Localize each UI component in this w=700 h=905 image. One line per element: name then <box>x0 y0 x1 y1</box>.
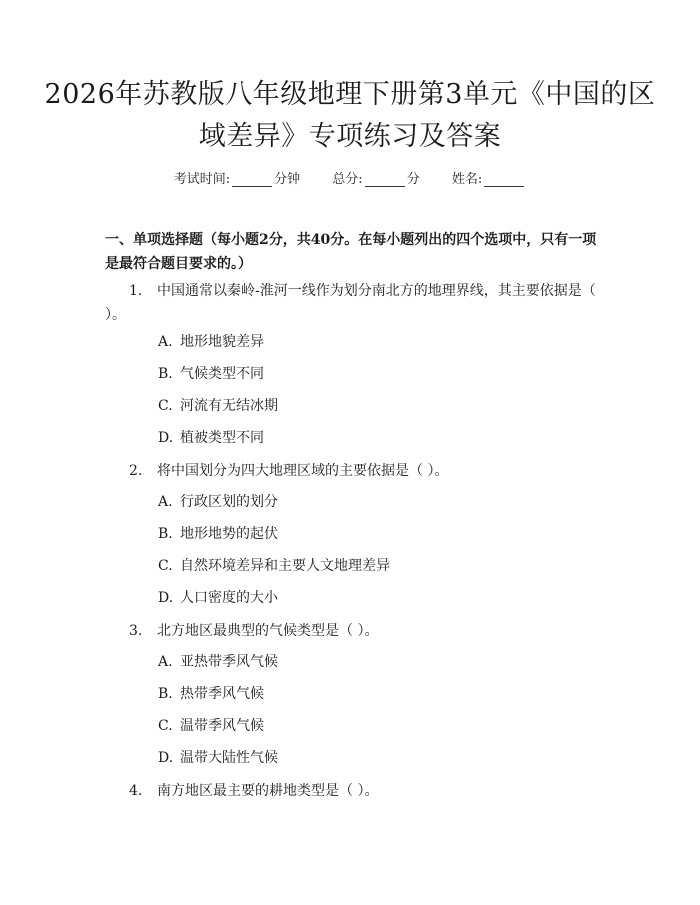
exam-time <box>174 172 305 187</box>
question-number: 2. <box>129 463 143 479</box>
option-text: 亚热带季风气候 <box>180 654 278 670</box>
section-heading: 一、单项选择题（每小题2分，共40分。在每小题列出的四个选项中，只有一项是最符合题目要求的。） <box>105 232 597 272</box>
option-text: 温带大陆性气候 <box>180 750 278 766</box>
total-score-label: 总分: <box>332 172 363 187</box>
exam-time-unit: 分钟 <box>274 172 301 187</box>
total-score-unit: 分 <box>406 172 420 187</box>
question-3 <box>105 619 605 643</box>
option-text: 温带季风气候 <box>180 718 264 734</box>
option-letter: B. <box>158 526 173 542</box>
exam-time-blank <box>232 172 272 187</box>
document-title: 2026年苏教版八年级地理下册第3单元《中国的区域差异》专项练习及答案 <box>44 79 656 152</box>
question-text: 南方地区最主要的耕地类型是（ ）。 <box>157 783 379 799</box>
question-1 <box>105 279 605 327</box>
option-1d <box>158 428 264 448</box>
student-name-label: 姓名: <box>451 172 483 187</box>
option-text: 气候类型不同 <box>180 366 264 382</box>
option-1c <box>158 396 278 416</box>
total-score-blank <box>365 172 405 187</box>
option-text: 行政区划的划分 <box>180 494 278 510</box>
option-2c <box>158 556 390 576</box>
option-text: 地形地势的起伏 <box>180 526 278 542</box>
option-letter: C. <box>158 398 173 414</box>
exam-meta <box>0 168 700 187</box>
option-3a <box>158 652 278 672</box>
option-2b <box>158 524 278 544</box>
option-letter: A. <box>158 494 173 510</box>
option-1b <box>158 364 264 384</box>
option-text: 热带季风气候 <box>180 686 264 702</box>
option-text: 河流有无结冰期 <box>180 398 278 414</box>
option-letter: C. <box>158 558 173 574</box>
option-letter: D. <box>158 430 174 446</box>
option-letter: A. <box>158 654 173 670</box>
exam-time-label: 考试时间: <box>173 172 231 187</box>
question-2 <box>105 459 605 483</box>
option-3d <box>158 748 278 768</box>
option-3c <box>158 716 264 736</box>
question-number: 1. <box>129 283 143 299</box>
option-3b <box>158 684 264 704</box>
total-score <box>332 172 424 187</box>
student-name-blank <box>484 172 524 187</box>
option-text: 植被类型不同 <box>180 430 264 446</box>
question-text: 将中国划分为四大地理区域的主要依据是（ ）。 <box>157 463 449 479</box>
option-letter: C. <box>158 718 173 734</box>
option-letter: D. <box>158 750 174 766</box>
option-letter: B. <box>158 686 173 702</box>
option-1a <box>158 332 264 352</box>
option-2a <box>158 492 278 512</box>
option-text: 自然环境差异和主要人文地理差异 <box>180 558 390 574</box>
question-text: 北方地区最典型的气候类型是（ ）。 <box>157 623 379 639</box>
question-text: 中国通常以秦岭-淮河一线作为划分南北方的地理界线，其主要依据是（ ）。 <box>105 283 596 323</box>
option-text: 人口密度的大小 <box>180 590 278 606</box>
option-letter: D. <box>158 590 174 606</box>
question-number: 4. <box>129 783 143 799</box>
question-number: 3. <box>129 623 143 639</box>
student-name <box>452 172 526 187</box>
option-2d <box>158 588 278 608</box>
option-text: 地形地貌差异 <box>180 334 264 350</box>
question-4 <box>105 779 605 803</box>
option-letter: A. <box>158 334 173 350</box>
option-letter: B. <box>158 366 173 382</box>
